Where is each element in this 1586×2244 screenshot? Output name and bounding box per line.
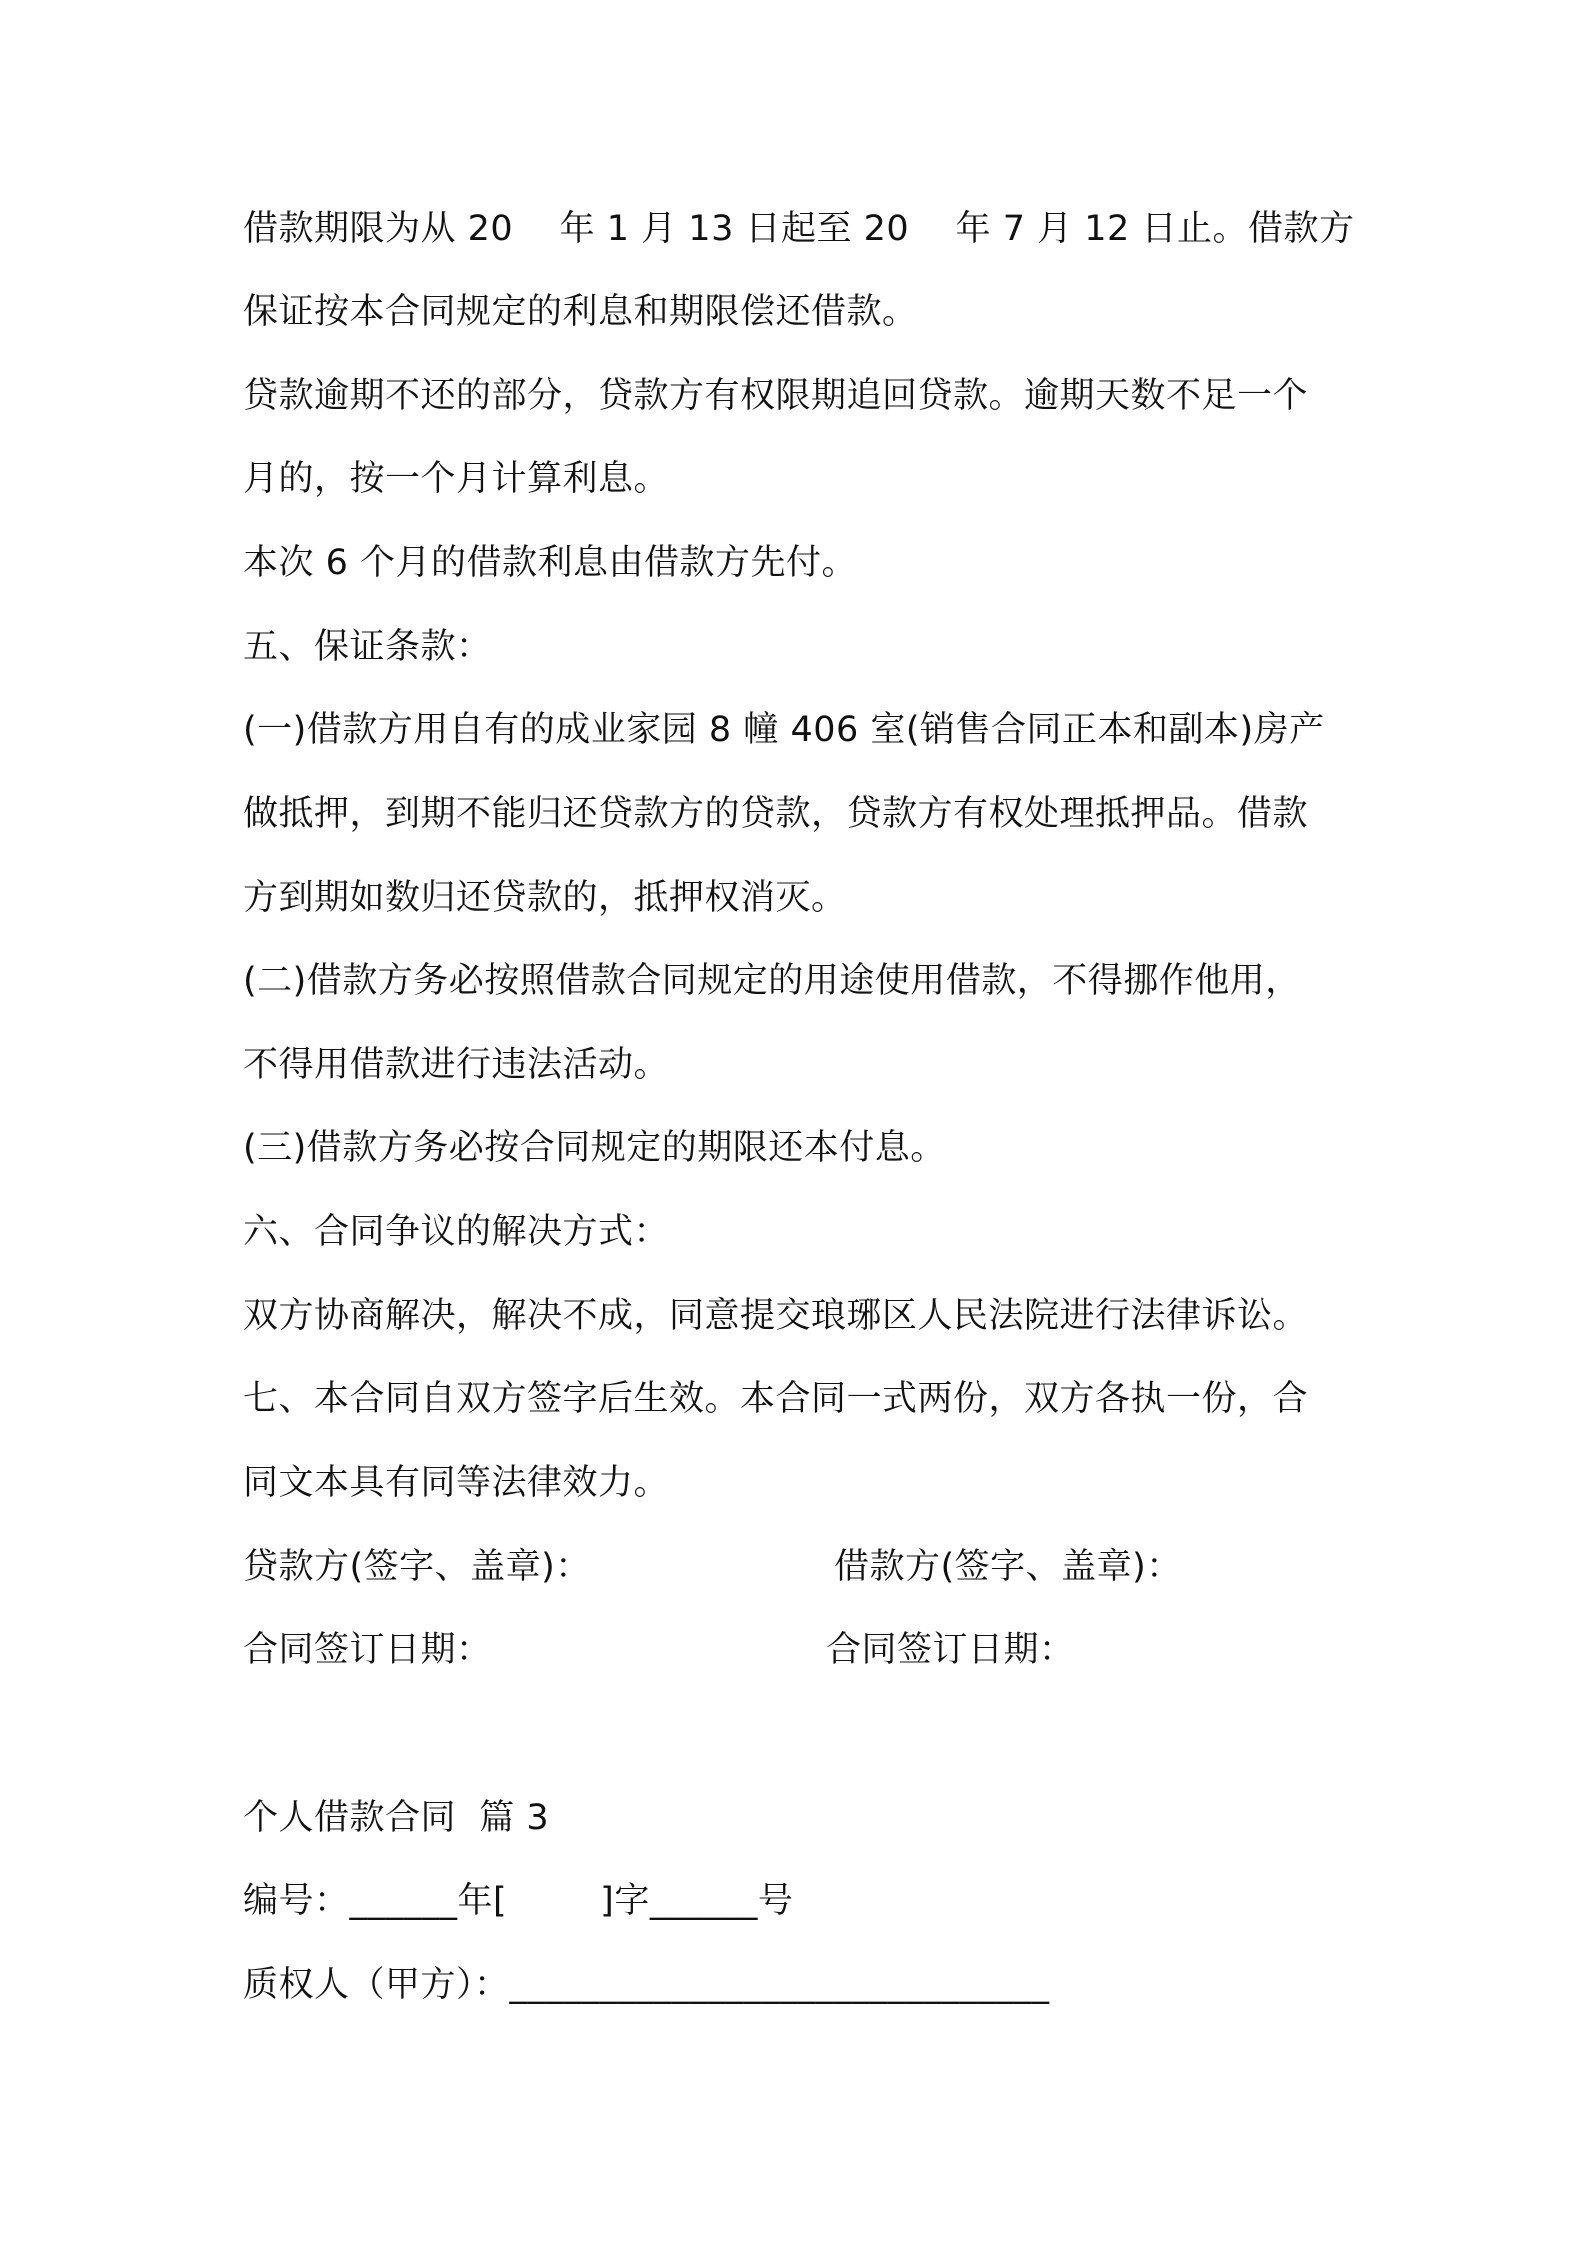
section3-title: 个人借款合同 篇 3: [243, 1798, 550, 1838]
section-heading-7: 七、本合同自双方签字后生效。本合同一式两份，双方各执一份，合: [243, 1379, 1309, 1419]
body-line-14: 双方协商解决，解决不成，同意提交琅琊区人民法院进行法律诉讼。: [243, 1296, 1309, 1336]
body-line-9: 方到期如数归还贷款的，抵押权消灭。: [243, 878, 847, 918]
borrower-date-label: 合同签订日期：: [826, 1630, 1075, 1670]
contract-number-line: 编号：______年[ ]字______号: [243, 1881, 794, 1921]
body-line-3: 贷款逾期不还的部分，贷款方有权限期追回贷款。逾期天数不足一个: [243, 376, 1309, 416]
body-line-5: 本次 6 个月的借款利息由借款方先付。: [243, 543, 858, 583]
body-line-12: (三)借款方务必按合同规定的期限还本付息。: [243, 1128, 946, 1168]
body-line-1: 借款期限为从 20 年 1 月 13 日起至 20 年 7 月 12 日止。借款方: [243, 209, 1355, 249]
body-line-10: (二)借款方务必按照借款合同规定的用途使用借款，不得挪作他用，: [243, 961, 1301, 1001]
body-line-16: 同文本具有同等法律效力。: [243, 1463, 670, 1503]
lender-date-label: 合同签订日期：: [243, 1630, 492, 1670]
body-line-2: 保证按本合同规定的利息和期限偿还借款。: [243, 292, 918, 332]
pledgee-line: 质权人（甲方）：______________________________: [243, 1965, 1050, 2005]
body-line-7: (一)借款方用自有的成业家园 8 幢 406 室(销售合同正本和副本)房产: [243, 710, 1325, 750]
section-heading-6: 六、合同争议的解决方式：: [243, 1212, 670, 1252]
lender-signature-label: 贷款方(签字、盖章)：: [243, 1547, 591, 1587]
body-line-8: 做抵押，到期不能归还贷款方的贷款，贷款方有权处理抵押品。借款: [243, 794, 1309, 834]
section-heading-5: 五、保证条款：: [243, 627, 492, 667]
body-line-4: 月的，按一个月计算利息。: [243, 459, 670, 499]
body-line-11: 不得用借款进行违法活动。: [243, 1045, 670, 1085]
borrower-signature-label: 借款方(签字、盖章)：: [834, 1547, 1182, 1587]
